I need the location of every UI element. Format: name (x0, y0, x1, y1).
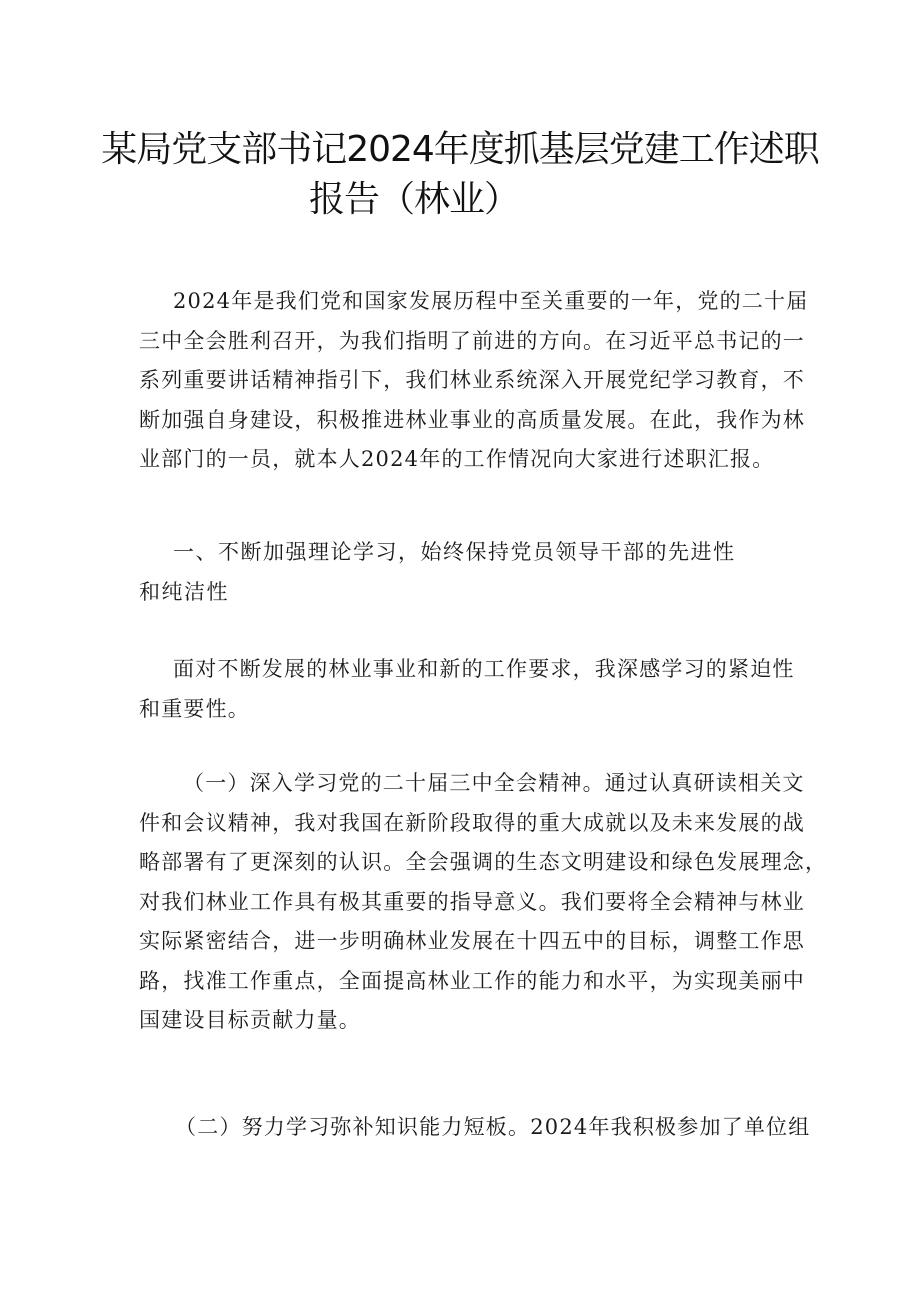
intro-line: 系列重要讲话精神指引下，我们林业系统深入开展党纪学习教育，不 (139, 368, 805, 392)
section-1-intro-paragraph (139, 650, 799, 729)
intro-line: 2024年是我们党和国家发展历程中至关重要的一年，党的二十届 (173, 289, 809, 313)
subsection-1-paragraph (139, 764, 828, 1041)
document-title-line-2: 报告（林业） (308, 179, 519, 220)
subsection-2-paragraph (139, 1108, 811, 1148)
intro-line: 断加强自身建设，积极推进林业事业的高质量发展。在此，我作为林 (139, 407, 805, 432)
section-1-heading (139, 533, 799, 612)
subsection-1-line: 实际紧密结合，进一步明确林业发展在十四五中的目标，调整工作思 (139, 929, 805, 953)
section-1-heading-line: 一、不断加强理论学习，始终保持党员领导干部的先进性 (173, 540, 736, 564)
document-title-line-1: 某局党支部书记2024年度抓基层党建工作述职 (101, 129, 819, 170)
intro-line: 业部门的一员，就本人2024年的工作情况向大家进行述职汇报。 (139, 447, 775, 471)
section-1-intro-line: 面对不断发展的林业事业和新的工作要求，我深感学习的紧迫性 (173, 657, 795, 681)
section-1-intro-line: 和重要性。 (139, 696, 250, 721)
subsection-1-line: 国建设目标贡献力量。 (139, 1008, 361, 1032)
subsection-1-line: 路，找准工作重点，全面提高林业工作的能力和水平，为实现美丽中 (139, 968, 805, 993)
subsection-1-line: （一）深入学习党的二十届三中全会精神。通过认真研读相关文 (183, 771, 805, 795)
subsection-2-line: （二）努力学习弥补知识能力短板。2024年我积极参加了单位组 (175, 1115, 811, 1139)
intro-line: 三中全会胜利召开，为我们指明了前进的方向。在习近平总书记的一 (139, 328, 805, 353)
section-1-heading-line: 和纯洁性 (139, 579, 229, 604)
subsection-1-line: 件和会议精神，我对我国在新阶段取得的重大成就以及未来发展的战 (139, 810, 805, 835)
intro-paragraph (139, 282, 809, 480)
subsection-1-line: 对我们林业工作具有极其重要的指导意义。我们要将全会精神与林业 (139, 889, 805, 914)
subsection-1-line: 略部署有了更深刻的认识。全会强调的生态文明建设和绿色发展理念， (139, 850, 828, 874)
